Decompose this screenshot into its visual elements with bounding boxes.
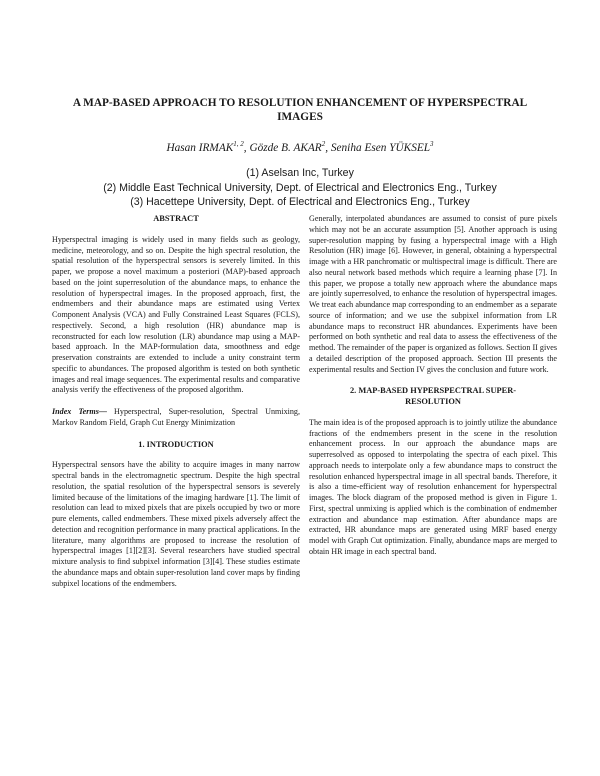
section-1-body: Hyperspectral sensors have the ability to acquire images in many narrow spectral bands in the electromagnetic spectrum. Despite the high spectral resolution, the spatial resolution of the hyperspectral sensors is severely limited because of the limitations of the imaging hardware [1]. The limit of resolution can lead to mixed pixels that are pixels occupied by two or more pure elements, called endmembers. These mixed pixels adversely affect the detection and recognition performance in many practical applications. In the literature, many algorithms are proposed to increase the resolution of hyperspectral images [1][2][3]. Several researchers have studied spectral mixture analysis to find subpixel information [3][4]. These studies estimate the abundance maps and obtain super-resolution land cover maps by finding subpixel locations of the endmembers. xyxy=(52,460,300,588)
abstract-body: Hyperspectral imaging is widely used in many fields such as geology, medicine, meteorology, and so on. Despite the high spectral resolution, the spatial resolution of the hyperspectral sensors is severely limited. In this paper, we propose a novel maximum a posteriori (MAP)-based approach based on the joint superresolution of the abundance maps, to enhance the resolution of hyperspectral images. In the proposed approach, first, the endmembers and their abundance maps are estimated using Vertex Component Analysis (VCA) and Fully Constrained Least Squares (FCLS), respectively. Second, a high resolution (HR) abundance map is reconstructed for each low resolution (LR) abundance map using a MAP-based approach. In the MAP-formulation data, smoothness and edge preservation constraints are extended to include a unity constraint term specific to abundances. The proposed algorithm is tested on both synthetic images and real image sequences. The experimental results and comparative analysis verify the effectiveness of the proposed algorithm. xyxy=(52,234,300,395)
intro-continuation: Generally, interpolated abundances are assumed to consist of pure pixels which may not be an accurate assumption [5]. Another approach is using super-resolution mapping by fusing a hyperspectral image with a High Resolution (HR) image [6]. However, in general, obtaining a hyperspectral image with a HR panchromatic or multispectral image is difficult. There are also neural network based methods which require a learning phase [7]. In this paper, we propose a totally new approach where the abundance maps are jointly superresolved, to enhance the resolution of hyperspectral images. We treat each abundance map corresponding to an endmember as a separate source of information; and we use the subpixel information from LR abundance maps to reconstruct HR abundances. Experiments have been performed on both synthetic and real data to assess the effectiveness of the method. The remainder of the paper is organized as follows. Section II gives a detailed description of the proposed approach. Section III presents the experimental results and Section IV gives the conclusion and future work. xyxy=(309,214,557,374)
index-terms-text: Hyperspectral, Super-resolution, Spectral Unmixing, Markov Random Field, Graph Cut Energy Minimization xyxy=(52,407,300,427)
author-separator: , xyxy=(325,141,331,154)
index-terms-label: Index Terms— xyxy=(52,407,107,416)
affiliation: (3) Hacettepe University, Dept. of Electrical and Electronics Eng., Turkey xyxy=(130,196,470,209)
section-2-body: The main idea is of the proposed approach is to jointly utilize the abundance fractions of the endmembers present in the scene in the resolution enhancement process. In our approach the abundance maps are superresolved as opposed to interpolating the spectra of each pixel. This approach needs to interpolate only a few abundance maps to construct the resolution enhanced hyperspectral image in all spectral bands. Therefore, it is also a time-efficient way of resolution enhancement for hyperspectral images. The block diagram of the proposed method is given in Figure 1. First, spectral unmixing is applied which is the combination of endmember extraction and abundance map estimation. After abundance maps are extracted, HR abundance maps are generated using MRF based energy model with Graph Cut optimization. Finally, abundance maps are merged to obtain HR image in each spectral band. xyxy=(309,417,557,556)
author-list xyxy=(50,137,550,155)
section-2-heading-line-1: 2. MAP-BASED HYPERSPECTRAL SUPER- xyxy=(349,386,517,396)
affiliation: (1) Aselsan Inc, Turkey xyxy=(246,167,354,179)
left-column xyxy=(52,214,300,589)
abstract-heading: ABSTRACT xyxy=(153,214,199,223)
section-1-heading: 1. INTRODUCTION xyxy=(138,439,214,449)
section-2-heading-line-2: RESOLUTION xyxy=(405,397,461,406)
author-name: Hasan IRMAK xyxy=(166,141,234,154)
author-affiliation-marker: 3 xyxy=(430,140,434,148)
author-affiliation-marker: 2 xyxy=(321,140,326,148)
section-2-heading xyxy=(309,386,557,408)
author-name: Seniha Esen YÜKSEL xyxy=(330,141,431,154)
paper-title: A MAP-BASED APPROACH TO RESOLUTION ENHANCEMENT OF HYPERSPECTRAL IMAGES xyxy=(72,97,528,123)
affiliation-list xyxy=(50,166,550,210)
right-column xyxy=(309,214,557,558)
author-name: Gözde B. AKAR xyxy=(249,141,322,154)
author-separator: , xyxy=(243,141,250,154)
author-affiliation-marker: 1, 2 xyxy=(233,140,244,148)
affiliation: (2) Middle East Technical University, Dept. of Electrical and Electronics Eng., Turkey xyxy=(103,181,497,194)
index-terms xyxy=(52,407,300,429)
